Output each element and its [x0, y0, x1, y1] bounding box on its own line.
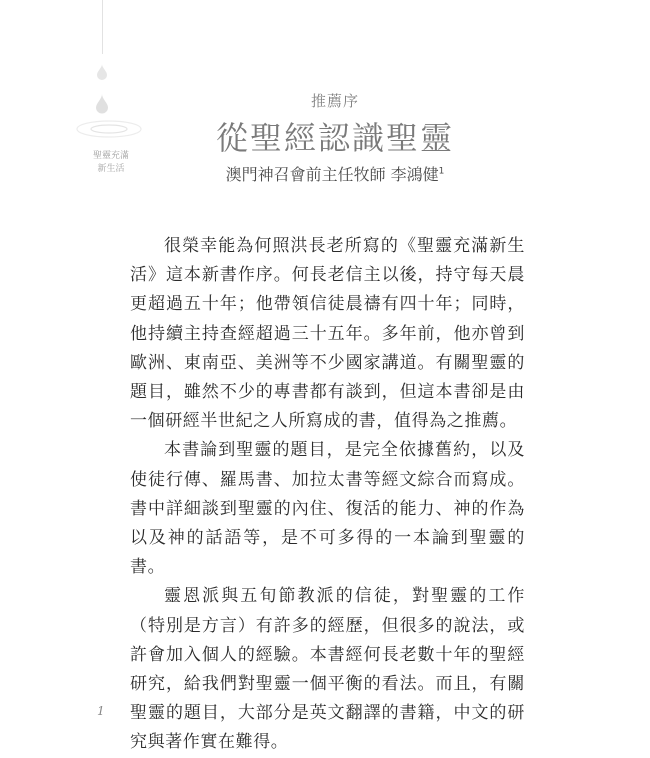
thread-line: [102, 0, 103, 54]
book-title-label: 聖靈充滿 新生活: [92, 151, 129, 174]
page-number: 1: [97, 704, 105, 718]
paragraph: 靈恩派與五旬節教派的信徒，對聖靈的工作（特別是方言）有許多的經歷，但很多的說法，或許會加入個人的經驗。本書經何長老數十年的聖經研究，給我們對聖靈一個平衡的看法。而且，有關聖靈的題目，大部分是英文翻譯的書籍，中文的研究與著作實在難得。: [130, 586, 525, 753]
page-title: 從聖經認識聖靈: [215, 119, 454, 157]
paragraph: 很榮幸能為何照洪長老所寫的《聖靈充滿新生活》這本新書作序。何長老信主以後，持守每天晨更超過五十年；他帶領信徒晨禱有四十年；同時，他持續主持查經超過三十五年。多年前，他亦曾到歐洲、東南亞、美洲等不少國家講道。有關聖靈的題目，雖然不少的專書都有談到，但這本書卻是由一個研經半世紀之人所寫成的書，值得為之推薦。: [130, 236, 525, 432]
small-droplet-icon: [96, 64, 108, 80]
paragraph: 本書論到聖靈的題目，是完全依據舊約，以及使徒行傳、羅馬書、加拉太書等經文綜合而寫成。書中詳細談到聖靈的內住、復活的能力、神的作為以及神的話語等，是不可多得的一本論到聖靈的書。: [130, 440, 525, 578]
author-byline: [10, 162, 650, 185]
footnote-marker[interactable]: 1: [438, 166, 445, 177]
author-name: 澳門神召會前主任牧師 李鴻健: [225, 165, 439, 184]
body-text: [130, 232, 525, 758]
section-kicker: 推薦序: [310, 92, 359, 110]
